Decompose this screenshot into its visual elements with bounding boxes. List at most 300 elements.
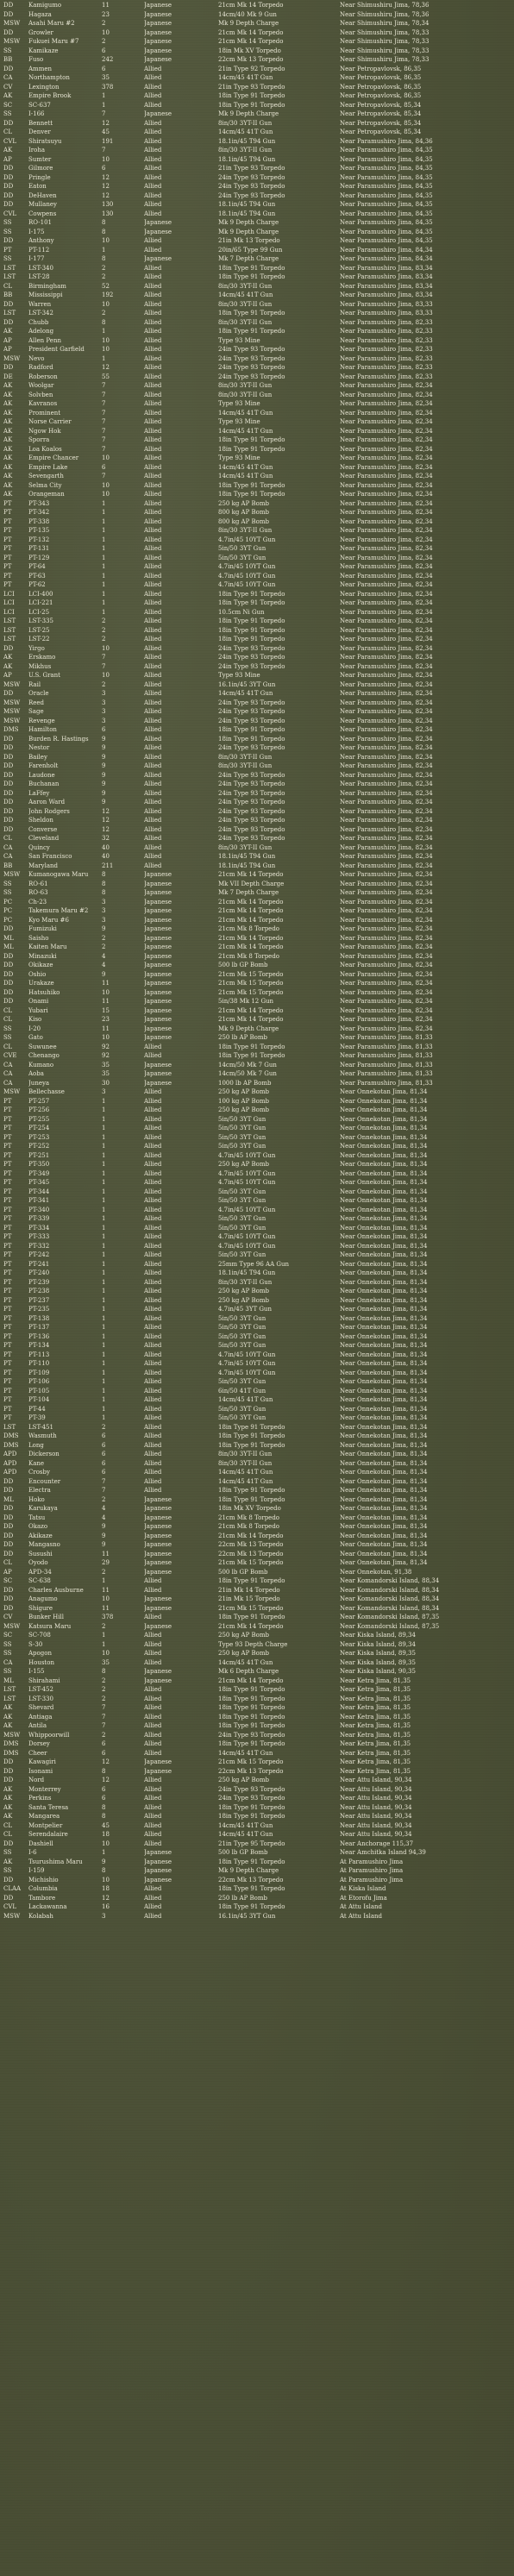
log-row [0, 988, 514, 998]
ship-side: Allied [144, 1632, 162, 1639]
ship-name: Hoko [28, 1495, 45, 1503]
location: Near Paramushiro Jima, 83,34 [340, 273, 433, 280]
location: Near Paramushiro Jima, 81,33 [340, 1061, 433, 1069]
ship-count: 1 [102, 517, 106, 525]
location: Near Ketra Jima, 81,35 [340, 1704, 411, 1711]
location: Near Paramushiro Jima, 82,34 [340, 536, 433, 543]
weapon: 21cm Mk 15 Torpedo [218, 1604, 284, 1612]
location: Near Ketra Jima, 81,35 [340, 1749, 411, 1757]
ship-side: Allied [144, 1749, 162, 1757]
ship-type: PT [3, 1314, 12, 1322]
weapon: 250 kg AP Bomb [218, 499, 270, 507]
ship-type: AK [3, 1858, 13, 1865]
weapon: 24in Type 93 Torpedo [218, 662, 285, 670]
ship-type: DD [3, 173, 14, 181]
log-row [0, 1169, 514, 1179]
ship-side: Allied [144, 128, 162, 135]
ship-name: Charles Ausburne [28, 1586, 84, 1594]
ship-type: AK [3, 1795, 13, 1802]
location: Near Paramushiro Jima, 84,35 [340, 165, 433, 172]
ship-side: Allied [144, 291, 162, 298]
log-row [0, 1387, 514, 1396]
ship-name: Whippoorwill [28, 1731, 70, 1739]
weapon: 18in Type 91 Torpedo [218, 1704, 285, 1711]
log-row [0, 10, 514, 20]
ship-count: 7 [102, 409, 106, 417]
log-row [0, 635, 514, 644]
weapon: 8in/30 3YT-II Gun [218, 382, 273, 389]
ship-count: 7 [102, 418, 106, 425]
ship-count: 45 [102, 128, 110, 135]
ship-type: SS [3, 1650, 12, 1657]
ship-type: DD [3, 119, 14, 127]
location: Near Onnekotan Jima, 81,34 [340, 1269, 428, 1276]
ship-side: Allied [144, 1722, 162, 1729]
location: Near Paramushiro Jima, 81,33 [340, 1052, 433, 1059]
weapon: 18.1in/45 T94 Gun [218, 201, 276, 208]
ship-name: I-177 [28, 255, 45, 262]
location: Near Paramushiro Jima, 83,33 [340, 300, 433, 308]
weapon: 21cm Mk 15 Torpedo [218, 988, 284, 996]
ship-name: Allen Penn [28, 336, 61, 344]
weapon: 250 lb AP Bomb [218, 1894, 267, 1902]
ship-name: PT-112 [28, 246, 50, 254]
ship-type: PC [3, 898, 13, 906]
ship-side: Japanese [144, 980, 172, 987]
ship-count: 2 [102, 636, 106, 642]
location: Near Paramushiro Jima, 82,34 [340, 699, 433, 706]
ship-type: PT [3, 1206, 12, 1213]
ship-count: 10 [102, 28, 110, 36]
ship-count: 8 [102, 1668, 106, 1675]
ship-name: Juneya [28, 1079, 50, 1087]
ship-count: 6 [102, 463, 106, 471]
ship-count: 10 [102, 672, 110, 679]
ship-side: Japanese [144, 110, 172, 117]
location: Near Paramushiro Jima, 82,34 [340, 907, 433, 914]
ship-type: LST [3, 264, 16, 272]
ship-name: Mangasno [28, 1541, 60, 1548]
ship-name: LST-342 [28, 310, 53, 317]
ship-name: Reed [28, 699, 45, 706]
weapon: 21cm Mk 15 Torpedo [218, 1758, 284, 1765]
ship-count: 211 [102, 862, 114, 869]
log-row [0, 137, 514, 147]
ship-name: Wasmuth [28, 1432, 57, 1439]
ship-count: 8 [102, 889, 106, 896]
weapon: 18in Type 91 Torpedo [218, 445, 285, 453]
weapon: 18in Mk XV Torpedo [218, 1505, 281, 1512]
ship-count: 8 [102, 318, 106, 326]
weapon: 24in Type 93 Torpedo [218, 708, 285, 715]
ship-count: 23 [102, 1016, 110, 1023]
ship-count: 1 [102, 581, 106, 588]
ship-type: DD [3, 1777, 14, 1783]
ship-name: Hatsuhiko [28, 988, 60, 996]
log-row [0, 336, 514, 346]
weapon: 18in Type 91 Torpedo [218, 481, 285, 489]
weapon: 500 lb GP Bomb [218, 1568, 268, 1576]
weapon: 14cm/45 41T Gun [218, 1658, 273, 1666]
ship-side: Japanese [144, 1541, 172, 1548]
location: Near Komandorski Island, 88,34 [340, 1604, 440, 1612]
ship-count: 130 [102, 201, 114, 208]
ship-type: MSW [3, 680, 21, 688]
ship-type: MSW [3, 1622, 21, 1630]
log-row [0, 1459, 514, 1469]
ship-type: PT [3, 1306, 12, 1313]
ship-type: CL [3, 1559, 13, 1566]
ship-side: Allied [144, 427, 162, 435]
ship-side: Allied [144, 1777, 162, 1783]
ship-count: 1 [102, 1278, 106, 1286]
ship-side: Allied [144, 1912, 162, 1920]
log-row [0, 363, 514, 373]
ship-name: Gato [28, 1034, 43, 1041]
ship-count: 2 [102, 1423, 106, 1431]
ship-name: LST-22 [28, 636, 50, 642]
ship-name: PT-132 [28, 536, 50, 543]
ship-side: Allied [144, 119, 162, 127]
ship-side: Allied [144, 1803, 162, 1811]
ship-count: 8 [102, 228, 106, 235]
ship-side: Allied [144, 1650, 162, 1657]
log-row [0, 436, 514, 445]
ship-side: Allied [144, 581, 162, 588]
log-row [0, 1884, 514, 1894]
weapon: 18in Type 91 Torpedo [218, 1052, 285, 1059]
ship-side: Allied [144, 527, 162, 534]
ship-side: Allied [144, 1351, 162, 1358]
weapon: 5in/50 3YT Gun [218, 1197, 266, 1204]
ship-type: DD [3, 1505, 14, 1512]
location: Near Shimushiru Jima, 78,33 [340, 47, 429, 54]
ship-side: Allied [144, 1151, 162, 1159]
weapon: 18in Type 91 Torpedo [218, 1495, 285, 1503]
ship-side: Allied [144, 753, 162, 761]
ship-count: 35 [102, 74, 110, 81]
log-row [0, 1079, 514, 1088]
weapon: 16.1in/45 3YT Gun [218, 680, 276, 688]
ship-side: Allied [144, 463, 162, 471]
log-row [0, 862, 514, 871]
weapon: 24in Type 93 Torpedo [218, 717, 285, 724]
log-row [0, 924, 514, 934]
ship-count: 6 [102, 1459, 106, 1467]
location: Near Paramushiro Jima, 82,34 [340, 680, 433, 688]
ship-side: Japanese [144, 1668, 172, 1675]
log-row [0, 1232, 514, 1242]
ship-side: Allied [144, 318, 162, 326]
ship-name: Suwunee [28, 1043, 57, 1050]
ship-type: DD [3, 237, 14, 244]
ship-side: Allied [144, 1423, 162, 1431]
weapon: Mk 7 Depth Charge [218, 889, 279, 896]
ship-side: Japanese [144, 1025, 172, 1032]
weapon: 8in/30 3YT-II Gun [218, 282, 273, 290]
log-row [0, 1840, 514, 1849]
log-row [0, 834, 514, 843]
ship-name: S-30 [28, 1640, 43, 1648]
ship-count: 9 [102, 735, 106, 743]
ship-name: Long [28, 1441, 44, 1449]
ship-type: DD [3, 1532, 14, 1539]
weapon: 18.1in/45 T94 Gun [218, 862, 276, 869]
ship-count: 2 [102, 38, 106, 45]
log-row [0, 1, 514, 10]
ship-count: 1 [102, 1414, 106, 1421]
ship-type: AK [3, 436, 13, 443]
ship-count: 35 [102, 1061, 110, 1069]
ship-name: Cleveland [28, 835, 60, 842]
ship-type: CL [3, 1043, 13, 1050]
log-row [0, 1242, 514, 1251]
weapon: 5in/50 3YT Gun [218, 554, 266, 561]
ship-name: Woolgar [28, 382, 54, 389]
weapon: 18.1in/45 T94 Gun [218, 210, 276, 217]
weapon: Mk VII Depth Charge [218, 880, 285, 887]
ship-name: PT-105 [28, 1387, 50, 1395]
location: Near Onnekotan Jima, 81,34 [340, 1233, 428, 1240]
ship-side: Japanese [144, 1532, 172, 1539]
location: Near Onnekotan Jima, 81,34 [340, 1151, 428, 1159]
ship-name: Lackawanna [28, 1903, 67, 1910]
ship-type: SS [3, 47, 12, 54]
ship-type: PT [3, 1288, 12, 1294]
log-row [0, 1622, 514, 1632]
ship-name: Rail [28, 680, 41, 688]
log-row [0, 762, 514, 771]
ship-count: 8 [102, 219, 106, 226]
ship-name: SC-638 [28, 1577, 51, 1584]
weapon: 4.7in/45 10YT Gun [218, 536, 276, 543]
ship-count: 3 [102, 708, 106, 715]
weapon: 5in/50 3YT Gun [218, 1342, 266, 1349]
ship-type: DD [3, 925, 14, 932]
location: Near Paramushiro Jima, 82,34 [340, 726, 433, 733]
ship-type: CVL [3, 137, 17, 145]
weapon: 18in Type 91 Torpedo [218, 1903, 285, 1910]
location: Near Paramushiro Jima, 84,34 [340, 255, 433, 262]
ship-count: 1 [102, 1296, 106, 1304]
location: Near Onnekotan Jima, 81,34 [340, 1288, 428, 1294]
ship-side: Allied [144, 1043, 162, 1050]
ship-name: SC-708 [28, 1632, 51, 1639]
ship-count: 10 [102, 1840, 110, 1847]
location: Near Shimushiru Jima, 78,33 [340, 38, 429, 45]
log-row [0, 1033, 514, 1043]
ship-name: Tambore [28, 1894, 56, 1902]
ship-name: LST-28 [28, 273, 50, 280]
log-row [0, 128, 514, 137]
ship-name: Kyo Maru #6 [28, 916, 69, 924]
log-row [0, 191, 514, 201]
log-row [0, 1305, 514, 1314]
weapon: 21cm Mk 15 Torpedo [218, 970, 284, 978]
ship-type: AK [3, 491, 13, 498]
ship-side: Allied [144, 1233, 162, 1240]
ship-name: Adelong [28, 328, 54, 335]
ship-side: Japanese [144, 1622, 172, 1630]
ship-side: Japanese [144, 1495, 172, 1503]
location: Near Paramushiro Jima, 82,34 [340, 934, 433, 942]
ship-count: 4 [102, 1514, 106, 1521]
ship-type: CA [3, 1658, 13, 1666]
ship-type: MSW [3, 1731, 21, 1739]
weapon: 21cm Mk 8 Torpedo [218, 952, 280, 960]
log-row [0, 146, 514, 155]
ship-name: Kolabah [28, 1912, 53, 1920]
log-row [0, 888, 514, 898]
ship-count: 1 [102, 328, 106, 335]
ship-type: CVE [3, 1052, 17, 1059]
log-row [0, 210, 514, 219]
location: Near Paramushiro Jima, 82,34 [340, 617, 433, 624]
ship-type: DD [3, 65, 14, 72]
weapon: 21cm Mk 14 Torpedo [218, 943, 284, 950]
ship-type: SC [3, 101, 13, 109]
location: Near Komandorski Island, 88,34 [340, 1577, 440, 1584]
ship-count: 11 [102, 980, 110, 987]
ship-side: Allied [144, 1459, 162, 1467]
log-row [0, 1351, 514, 1360]
ship-type: PT [3, 1251, 12, 1258]
ship-name: LCI-25 [28, 608, 50, 616]
log-row [0, 979, 514, 988]
ship-name: Empire Chancer [28, 454, 79, 461]
log-row [0, 1858, 514, 1867]
weapon: 14cm/50 Mk 7 Gun [218, 1061, 277, 1069]
weapon: 8in/30 3YT-II Gun [218, 300, 273, 308]
ship-count: 1 [102, 101, 106, 109]
ship-name: LCI-221 [28, 599, 53, 606]
ship-side: Allied [144, 599, 162, 606]
ship-count: 9 [102, 1858, 106, 1865]
location: Near Paramushiro Jima, 82,34 [340, 654, 433, 661]
location: Near Paramushiro Jima, 84,35 [340, 228, 433, 235]
weapon: Mk 9 Depth Charge [218, 20, 279, 27]
log-row [0, 1432, 514, 1441]
ship-count: 4 [102, 1505, 106, 1512]
ship-count: 1 [102, 1206, 106, 1213]
log-row [0, 155, 514, 165]
log-row [0, 354, 514, 364]
ship-side: Japanese [144, 962, 172, 968]
ship-name: Birmingham [28, 282, 66, 290]
ship-side: Allied [144, 1441, 162, 1449]
ship-count: 9 [102, 780, 106, 787]
location: Near Paramushiro Jima, 82,34 [340, 509, 433, 516]
ship-count: 8 [102, 871, 106, 878]
log-row [0, 562, 514, 572]
log-row [0, 409, 514, 418]
weapon: 5in/50 3YT Gun [218, 1188, 266, 1195]
weapon: Mk 9 Depth Charge [218, 219, 279, 226]
ship-count: 7 [102, 662, 106, 670]
ship-type: DD [3, 1894, 14, 1902]
weapon: 18in Type 91 Torpedo [218, 1614, 285, 1620]
log-row [0, 1441, 514, 1451]
ship-count: 378 [102, 83, 114, 91]
weapon: 24in Type 93 Torpedo [218, 780, 285, 787]
ship-name: Warren [28, 300, 52, 308]
ship-side: Allied [144, 1125, 162, 1131]
ship-type: AK [3, 1704, 13, 1711]
weapon: 4.7in/45 10YT Gun [218, 1206, 276, 1213]
ship-count: 7 [102, 445, 106, 453]
weapon: 5in/50 3YT Gun [218, 1324, 266, 1331]
weapon: 24in Type 93 Torpedo [218, 183, 285, 190]
weapon: 18in Type 91 Torpedo [218, 1441, 285, 1449]
weapon: 18in Type 91 Torpedo [218, 491, 285, 498]
ship-type: PT [3, 1125, 12, 1131]
ship-type: SS [3, 1025, 12, 1032]
ship-name: LST-335 [28, 617, 53, 624]
location: Near Onnekotan Jima, 81,34 [340, 1423, 428, 1431]
log-row [0, 1912, 514, 1921]
log-row [0, 1550, 514, 1559]
ship-side: Allied [144, 699, 162, 706]
location: Near Komandorski Island, 87,35 [340, 1622, 440, 1630]
ship-name: PT-255 [28, 1115, 50, 1123]
ship-name: PT-240 [28, 1269, 50, 1276]
log-row [0, 898, 514, 907]
ship-side: Allied [144, 273, 162, 280]
log-row [0, 536, 514, 545]
ship-name: Columbia [28, 1885, 58, 1892]
ship-name: PT-349 [28, 1169, 50, 1177]
weapon: 18in Type 91 Torpedo [218, 1858, 285, 1865]
log-row [0, 1015, 514, 1025]
ship-name: PT-129 [28, 554, 50, 561]
ship-side: Allied [144, 843, 162, 851]
log-row [0, 1586, 514, 1595]
weapon: 24in Type 93 Torpedo [218, 191, 285, 199]
location: Near Paramushiro Jima, 82,34 [340, 807, 433, 815]
weapon: 21cm Mk 14 Torpedo [218, 2, 284, 9]
ship-side: Japanese [144, 880, 172, 887]
weapon: 22cm Mk 13 Torpedo [218, 1541, 284, 1548]
ship-side: Allied [144, 336, 162, 344]
ship-count: 35 [102, 1658, 110, 1666]
ship-count: 1 [102, 1151, 106, 1159]
ship-count: 1 [102, 536, 106, 543]
ship-side: Allied [144, 717, 162, 724]
ship-side: Japanese [144, 898, 172, 906]
log-row [0, 671, 514, 680]
location: Near Paramushiro Jima, 82,34 [340, 409, 433, 417]
weapon: 18in Mk XV Torpedo [218, 47, 281, 54]
ship-type: PT [3, 1260, 12, 1268]
ship-type: DD [3, 1523, 14, 1530]
ship-side: Allied [144, 473, 162, 479]
ship-count: 16 [102, 1903, 110, 1910]
weapon: Mk 9 Depth Charge [218, 110, 279, 117]
weapon: 18in Type 91 Torpedo [218, 1043, 285, 1050]
ship-side: Allied [144, 1731, 162, 1739]
ship-side: Allied [144, 690, 162, 697]
ship-name: Santa Teresa [28, 1803, 69, 1811]
ship-count: 1 [102, 1169, 106, 1177]
weapon: 18.1in/45 T94 Gun [218, 853, 276, 860]
ship-count: 40 [102, 853, 110, 860]
location: Near Paramushiro Jima, 82,34 [340, 626, 433, 634]
ship-name: Serendalaire [28, 1831, 68, 1838]
ship-name: PT-343 [28, 499, 50, 507]
ship-name: Kamikaze [28, 47, 59, 54]
ship-name: Ch-23 [28, 898, 47, 906]
log-row [0, 1794, 514, 1803]
